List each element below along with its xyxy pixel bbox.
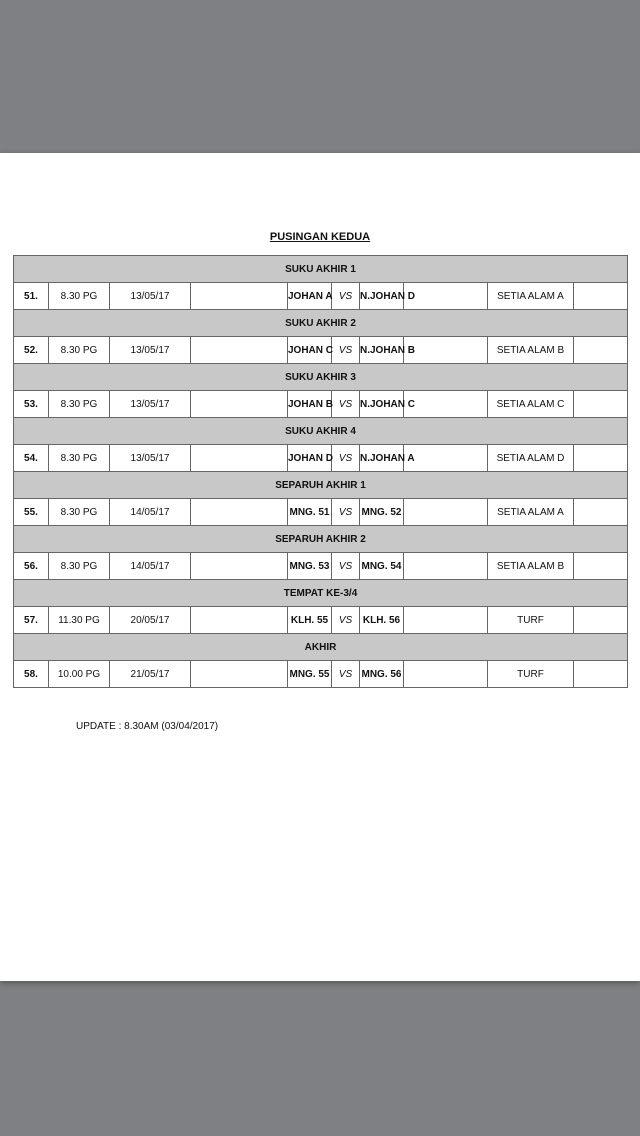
- match-number: 52.: [14, 337, 49, 364]
- match-date: 13/05/17: [110, 283, 191, 310]
- blank-cell: [191, 391, 288, 418]
- blank-cell: [404, 661, 488, 688]
- team-b: N.JOHAN A: [360, 445, 404, 472]
- vs-label: VS: [332, 337, 360, 364]
- vs-label: VS: [332, 661, 360, 688]
- team-a: MNG. 53: [288, 553, 332, 580]
- round-header-row: [14, 526, 628, 553]
- match-row: [14, 553, 628, 580]
- match-venue: SETIA ALAM A: [488, 283, 574, 310]
- blank-cell: [574, 445, 628, 472]
- round-name: SUKU AKHIR 4: [14, 418, 628, 445]
- blank-cell: [191, 499, 288, 526]
- match-row: [14, 337, 628, 364]
- team-b: N.JOHAN C: [360, 391, 404, 418]
- match-row: [14, 445, 628, 472]
- match-number: 57.: [14, 607, 49, 634]
- blank-cell: [191, 445, 288, 472]
- vs-label: VS: [332, 283, 360, 310]
- match-venue: SETIA ALAM A: [488, 499, 574, 526]
- round-name: SUKU AKHIR 2: [14, 310, 628, 337]
- round-name: SUKU AKHIR 1: [14, 256, 628, 283]
- match-venue: SETIA ALAM B: [488, 553, 574, 580]
- vs-label: VS: [332, 553, 360, 580]
- match-row: [14, 391, 628, 418]
- blank-cell: [574, 499, 628, 526]
- blank-cell: [404, 283, 488, 310]
- blank-cell: [404, 391, 488, 418]
- match-date: 13/05/17: [110, 337, 191, 364]
- match-row: [14, 607, 628, 634]
- match-date: 13/05/17: [110, 391, 191, 418]
- match-number: 55.: [14, 499, 49, 526]
- blank-cell: [404, 445, 488, 472]
- match-number: 54.: [14, 445, 49, 472]
- blank-cell: [574, 337, 628, 364]
- round-name: TEMPAT KE-3/4: [14, 580, 628, 607]
- match-date: 14/05/17: [110, 499, 191, 526]
- team-a: JOHAN D: [288, 445, 332, 472]
- round-header-row: [14, 472, 628, 499]
- match-venue: SETIA ALAM D: [488, 445, 574, 472]
- match-date: 14/05/17: [110, 553, 191, 580]
- blank-cell: [574, 391, 628, 418]
- vs-label: VS: [332, 499, 360, 526]
- blank-cell: [404, 337, 488, 364]
- match-number: 56.: [14, 553, 49, 580]
- match-number: 51.: [14, 283, 49, 310]
- vs-label: VS: [332, 445, 360, 472]
- match-date: 21/05/17: [110, 661, 191, 688]
- match-number: 58.: [14, 661, 49, 688]
- match-number: 53.: [14, 391, 49, 418]
- match-venue: SETIA ALAM B: [488, 337, 574, 364]
- blank-cell: [404, 499, 488, 526]
- team-b: KLH. 56: [360, 607, 404, 634]
- match-venue: SETIA ALAM C: [488, 391, 574, 418]
- match-row: [14, 499, 628, 526]
- blank-cell: [404, 607, 488, 634]
- update-note: UPDATE : 8.30AM (03/04/2017): [76, 721, 219, 732]
- blank-cell: [191, 661, 288, 688]
- match-time: 8.30 PG: [49, 553, 110, 580]
- blank-cell: [191, 283, 288, 310]
- vs-label: VS: [332, 391, 360, 418]
- match-time: 8.30 PG: [49, 337, 110, 364]
- blank-cell: [404, 553, 488, 580]
- blank-cell: [191, 607, 288, 634]
- match-time: 8.30 PG: [49, 283, 110, 310]
- round-name: SUKU AKHIR 3: [14, 364, 628, 391]
- fixtures-table: [13, 255, 628, 688]
- match-venue: TURF: [488, 607, 574, 634]
- match-date: 20/05/17: [110, 607, 191, 634]
- round-header-row: [14, 256, 628, 283]
- fixtures-body: [14, 256, 628, 688]
- team-b: N.JOHAN D: [360, 283, 404, 310]
- round-name: SEPARUH AKHIR 2: [14, 526, 628, 553]
- team-b: MNG. 54: [360, 553, 404, 580]
- blank-cell: [191, 337, 288, 364]
- vs-label: VS: [332, 607, 360, 634]
- match-time: 8.30 PG: [49, 445, 110, 472]
- blank-cell: [574, 661, 628, 688]
- round-header-row: [14, 418, 628, 445]
- team-a: JOHAN A: [288, 283, 332, 310]
- match-date: 13/05/17: [110, 445, 191, 472]
- team-a: JOHAN B: [288, 391, 332, 418]
- team-a: MNG. 51: [288, 499, 332, 526]
- blank-cell: [574, 283, 628, 310]
- match-time: 8.30 PG: [49, 499, 110, 526]
- round-header-row: [14, 634, 628, 661]
- round-header-row: [14, 580, 628, 607]
- team-a: JOHAN C: [288, 337, 332, 364]
- document-sheet: [0, 153, 640, 981]
- match-row: [14, 661, 628, 688]
- round-name: AKHIR: [14, 634, 628, 661]
- round-header-row: [14, 310, 628, 337]
- team-b: N.JOHAN B: [360, 337, 404, 364]
- team-a: KLH. 55: [288, 607, 332, 634]
- team-b: MNG. 56: [360, 661, 404, 688]
- round-header-row: [14, 364, 628, 391]
- blank-cell: [574, 607, 628, 634]
- match-venue: TURF: [488, 661, 574, 688]
- match-time: 8.30 PG: [49, 391, 110, 418]
- match-row: [14, 283, 628, 310]
- team-b: MNG. 52: [360, 499, 404, 526]
- blank-cell: [574, 553, 628, 580]
- page-title: PUSINGAN KEDUA: [269, 231, 371, 243]
- match-time: 11.30 PG: [49, 607, 110, 634]
- match-time: 10.00 PG: [49, 661, 110, 688]
- team-a: MNG. 55: [288, 661, 332, 688]
- blank-cell: [191, 553, 288, 580]
- round-name: SEPARUH AKHIR 1: [14, 472, 628, 499]
